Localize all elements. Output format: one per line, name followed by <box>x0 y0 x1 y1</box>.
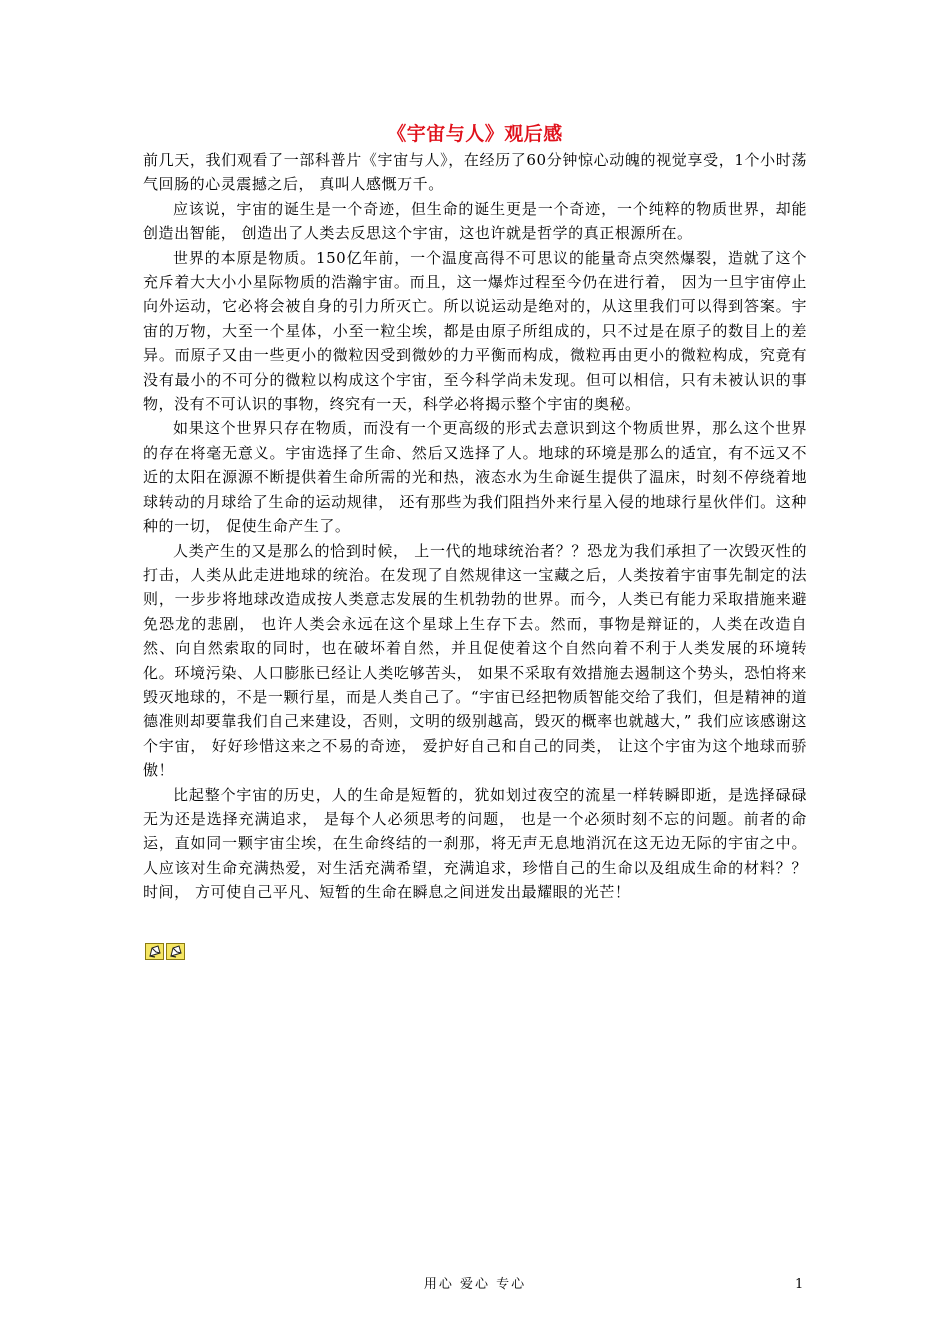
embedded-icons <box>145 943 185 960</box>
paragraph-5: 人类产生的又是那么的恰到时候， 上一代的地球统治者？？恐龙为我们承担了一次毁灭性的打击，人类从此走进地球的统治。在发现了自然规律这一宝藏之后，人类按着宇宙事先制定的法则，一步步将地球改造成按人类意志发展的生机勃勃的世界。而今，人类已有能力采取措施来避免恐龙的悲剧， 也许人类会永远在这个星球上生存下去。然而，事物是辩证的，人类在改造自然、向自然索取的同时，也在破坏着自然，并且促使着这个自然向着不利于人类发展的环境转化。环境污染、人口膨胀已经让人类吃够苦头， 如果不采取有效措施去遏制这个势头，恐怕将来毁灭地球的，不是一颗行星，而是人类自己了。“宇宙已经把物质智能交给了我们，但是精神的道德准则却要靠我们自己来建设，否则，文明的级别越高，毁灭的概率也就越大，” 我们应该感谢这个宇宙， 好好珍惜这来之不易的奇迹， 爱护好自己和自己的同类， 让这个宇宙为这个地球而骄傲！ <box>143 541 807 780</box>
footer-motto: 用心 爱心 专心 <box>423 1277 527 1292</box>
paragraph-1: 前几天，我们观看了一部科普片《宇宙与人》，在经历了60分钟惊心动魄的视觉享受，1个小时荡气回肠的心灵震撼之后， 真叫人感慨万千。 <box>143 151 807 194</box>
paragraph-6: 比起整个宇宙的历史，人的生命是短暂的，犹如划过夜空的流星一样转瞬即逝，是选择碌碌无为还是选择充满追求， 是每个人必须思考的问题， 也是一个必须时刻不忘的问题。前者的命运，直如同一颗宇宙尘埃，在生命终结的一刹那，将无声无息地消沉在这无边无际的宇宙之中。人应该对生命充满热爱，对生活充满希望，充满追求，珍惜自己的生命以及组成生命的材料？？时间， 方可使自己平凡、短暂的生命在瞬息之间迸发出最耀眼的光芒！ <box>143 785 807 902</box>
document-title: 《宇宙与人》观后感 <box>387 123 563 145</box>
note-edit-icon[interactable] <box>145 943 164 960</box>
paragraph-2: 应该说，宇宙的诞生是一个奇迹，但生命的诞生更是一个奇迹，一个纯粹的物质世界，却能创造出智能， 创造出了人类去反思这个宇宙，这也许就是哲学的真正根源所在。 <box>143 199 807 243</box>
page-number: 1 <box>795 1277 804 1292</box>
document-body <box>143 148 807 905</box>
note-edit-icon[interactable] <box>166 943 185 960</box>
paragraph-3: 世界的本原是物质。150亿年前，一个温度高得不可思议的能量奇点突然爆裂，造就了这个充斥着大大小小星际物质的浩瀚宇宙。而且，这一爆炸过程至今仍在进行着， 因为一旦宇宙停止向外运动，它必将会被自身的引力所灭亡。所以说运动是绝对的，从这里我们可以得到答案。宇宙的万物，大至一个星体，小至一粒尘埃，都是由原子所组成的，只不过是在原子的数目上的差异。而原子又由一些更小的微粒因受到微妙的力平衡而构成，微粒再由更小的微粒构成，究竟有没有最小的不可分的微粒以构成这个宇宙，至今科学尚未发现。但可以相信，只有未被认识的事物，没有不可认识的事物，终究有一天，科学必将揭示整个宇宙的奥秘。 <box>143 248 807 414</box>
paragraph-4: 如果这个世界只存在物质，而没有一个更高级的形式去意识到这个物质世界，那么这个世界的存在将毫无意义。宇宙选择了生命、然后又选择了人。地球的环境是那么的适宜，有不远又不近的太阳在源源不断提供着生命所需的光和热，液态水为生命诞生提供了温床，时刻不停绕着地球转动的月球给了生命的运动规律， 还有那些为我们阻挡外来行星入侵的地球行星伙伴们。这种种的一切， 促使生命产生了。 <box>143 419 807 536</box>
